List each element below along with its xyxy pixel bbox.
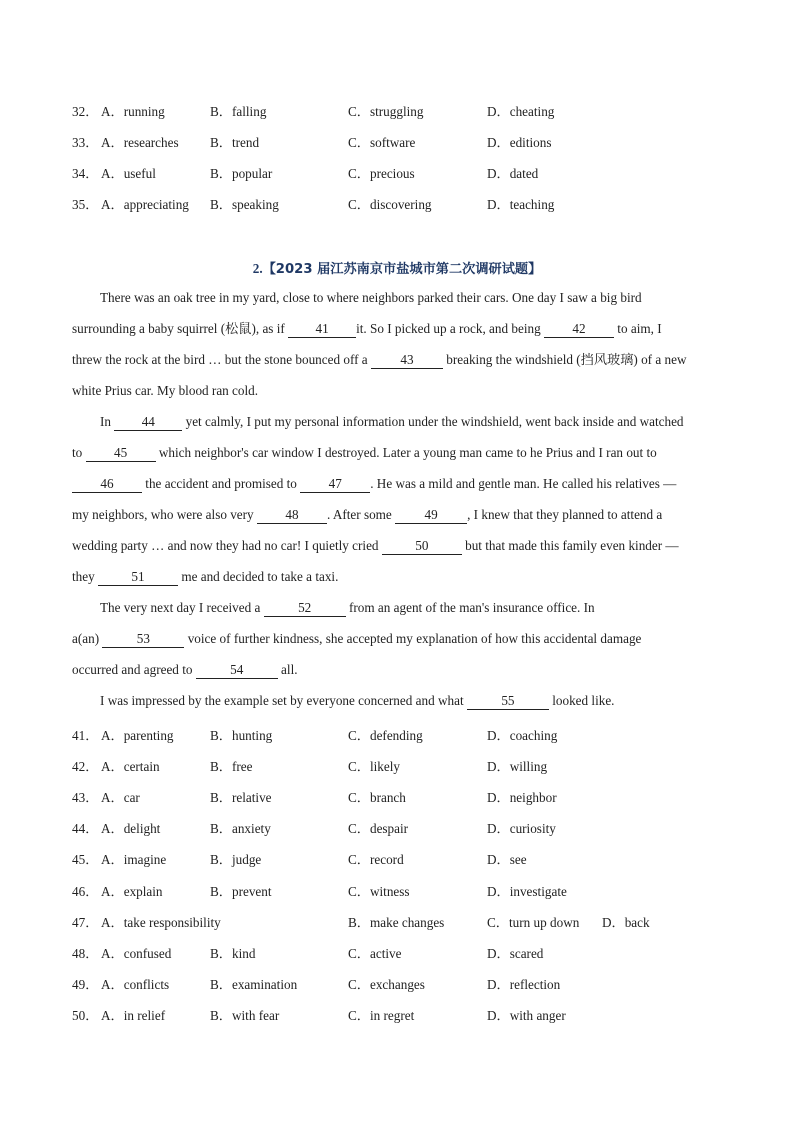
option-c: C．in regret bbox=[348, 1008, 415, 1023]
blank-44[interactable]: 44 bbox=[114, 414, 182, 431]
question-number: 41． bbox=[72, 728, 99, 743]
passage-text: they bbox=[72, 569, 99, 584]
passage-text: which neighbor's car window I destroyed. Later a young man came to he Prius and I ran out to bbox=[155, 445, 657, 460]
passage-line bbox=[72, 381, 258, 401]
blank-54[interactable]: 54 bbox=[196, 662, 278, 679]
passage-line bbox=[72, 660, 298, 680]
option-d: D．cheating bbox=[487, 104, 555, 119]
passage-text: but that made this family even kinder — bbox=[461, 538, 679, 553]
option-a: A．certain bbox=[101, 759, 160, 774]
option-c: C．likely bbox=[348, 759, 401, 774]
section-heading bbox=[0, 258, 794, 277]
passage-line bbox=[72, 505, 662, 525]
section-title: 【2023 届江苏南京市盐城市第二次调研试题】 bbox=[262, 262, 542, 277]
passage-text: looked like. bbox=[548, 693, 615, 708]
option-a: A．useful bbox=[101, 166, 156, 181]
option-b: B．relative bbox=[210, 790, 272, 805]
option-a: A．conflicts bbox=[101, 977, 170, 992]
option-a: A．take responsibility bbox=[101, 915, 221, 930]
passage-text: , I knew that they planned to attend a bbox=[467, 507, 663, 522]
section-number: 2. bbox=[252, 261, 263, 276]
option-d: D．with anger bbox=[487, 1008, 566, 1023]
passage-text: breaking the windshield (挡风玻璃) of a new bbox=[442, 352, 687, 367]
option-a: A．explain bbox=[101, 884, 163, 899]
option-d: D．investigate bbox=[487, 884, 567, 899]
question-number: 43． bbox=[72, 790, 99, 805]
passage-text: all. bbox=[277, 662, 298, 677]
blank-41[interactable]: 41 bbox=[288, 321, 356, 338]
option-d: D．dated bbox=[487, 166, 539, 181]
blank-53[interactable]: 53 bbox=[102, 631, 184, 648]
passage-text: it. So I picked up a rock, and being bbox=[356, 321, 544, 336]
option-c: C．software bbox=[348, 135, 416, 150]
passage-line bbox=[100, 598, 595, 618]
passage-text: . After some bbox=[326, 507, 396, 522]
option-b: B．anxiety bbox=[210, 821, 271, 836]
passage-line bbox=[72, 319, 662, 339]
passage-text: surrounding a baby squirrel (松鼠), as if bbox=[72, 321, 289, 336]
blank-49[interactable]: 49 bbox=[395, 507, 467, 524]
option-c: C．discovering bbox=[348, 197, 432, 212]
option-d: D．see bbox=[487, 852, 527, 867]
option-d: D．coaching bbox=[487, 728, 558, 743]
option-b: B．speaking bbox=[210, 197, 279, 212]
passage-text: In bbox=[100, 414, 115, 429]
passage-line bbox=[72, 474, 676, 494]
passage-line bbox=[72, 567, 338, 587]
blank-55[interactable]: 55 bbox=[467, 693, 549, 710]
question-number: 48． bbox=[72, 946, 99, 961]
passage-text: threw the rock at the bird … but the stone bounced off a bbox=[72, 352, 371, 367]
blank-45[interactable]: 45 bbox=[86, 445, 156, 462]
option-b: B．popular bbox=[210, 166, 273, 181]
passage-text: There was an oak tree in my yard, close to where neighbors parked their cars. One day I saw a big bird bbox=[100, 290, 642, 305]
option-b: B．judge bbox=[210, 852, 262, 867]
option-a: A．confused bbox=[101, 946, 172, 961]
passage-text: the accident and promised to bbox=[142, 476, 301, 491]
passage-text: a(an) bbox=[72, 631, 103, 646]
passage-text: my neighbors, who were also very bbox=[72, 507, 257, 522]
question-number: 34． bbox=[72, 166, 99, 181]
option-d: D．curiosity bbox=[487, 821, 556, 836]
option-d: D．editions bbox=[487, 135, 552, 150]
option-d: D．reflection bbox=[487, 977, 561, 992]
question-number: 49． bbox=[72, 977, 99, 992]
passage-text: to bbox=[72, 445, 86, 460]
passage-text: to aim, I bbox=[613, 321, 662, 336]
blank-50[interactable]: 50 bbox=[382, 538, 462, 555]
question-number: 44． bbox=[72, 821, 99, 836]
blank-47[interactable]: 47 bbox=[300, 476, 370, 493]
passage-line bbox=[72, 629, 641, 649]
question-number: 45． bbox=[72, 852, 99, 867]
option-d: D．willing bbox=[487, 759, 548, 774]
option-c: C．branch bbox=[348, 790, 406, 805]
option-c: C．precious bbox=[348, 166, 415, 181]
option-b: B．with fear bbox=[210, 1008, 280, 1023]
passage-text: wedding party … and now they had no car! I quietly cried bbox=[72, 538, 382, 553]
blank-48[interactable]: 48 bbox=[257, 507, 327, 524]
passage-text: I was impressed by the example set by everyone concerned and what bbox=[100, 693, 467, 708]
blank-43[interactable]: 43 bbox=[371, 352, 443, 369]
option-a: A．car bbox=[101, 790, 140, 805]
passage-line bbox=[72, 350, 687, 370]
option-a: A．running bbox=[101, 104, 165, 119]
option-b: B．kind bbox=[210, 946, 256, 961]
blank-51[interactable]: 51 bbox=[98, 569, 178, 586]
option-c: C．witness bbox=[348, 884, 410, 899]
option-b: B．trend bbox=[210, 135, 260, 150]
passage-text: . He was a mild and gentle man. He called his relatives — bbox=[370, 476, 677, 491]
option-a: A．appreciating bbox=[101, 197, 189, 212]
option-b: B．hunting bbox=[210, 728, 273, 743]
option-c: C．turn up down bbox=[487, 915, 580, 930]
passage-text: voice of further kindness, she accepted my explanation of how this accidental damage bbox=[184, 631, 642, 646]
option-a: A．delight bbox=[101, 821, 161, 836]
passage-line bbox=[100, 691, 614, 711]
option-d: D．neighbor bbox=[487, 790, 557, 805]
passage-text: occurred and agreed to bbox=[72, 662, 196, 677]
passage-text: The very next day I received a bbox=[100, 600, 264, 615]
blank-42[interactable]: 42 bbox=[544, 321, 614, 338]
blank-46[interactable]: 46 bbox=[72, 476, 142, 493]
option-b: B．examination bbox=[210, 977, 298, 992]
question-number: 32． bbox=[72, 104, 99, 119]
option-b: B．free bbox=[210, 759, 253, 774]
blank-52[interactable]: 52 bbox=[264, 600, 346, 617]
option-a: A．in relief bbox=[101, 1008, 166, 1023]
option-b: B．prevent bbox=[210, 884, 272, 899]
option-c: C．record bbox=[348, 852, 404, 867]
question-number: 50． bbox=[72, 1008, 99, 1023]
option-d: D．teaching bbox=[487, 197, 555, 212]
option-c: C．defending bbox=[348, 728, 423, 743]
question-number: 46． bbox=[72, 884, 99, 899]
option-b: B．make changes bbox=[348, 915, 445, 930]
passage-line bbox=[72, 536, 679, 556]
question-number: 33． bbox=[72, 135, 99, 150]
passage-text: white Prius car. My blood ran cold. bbox=[72, 383, 259, 398]
question-number: 35． bbox=[72, 197, 99, 212]
passage-text: yet calmly, I put my personal information under the windshield, went back inside and watched bbox=[182, 414, 684, 429]
option-c: C．active bbox=[348, 946, 402, 961]
passage-line bbox=[100, 412, 684, 432]
question-number: 42． bbox=[72, 759, 99, 774]
option-a: A．imagine bbox=[101, 852, 167, 867]
option-c: C．struggling bbox=[348, 104, 424, 119]
option-d: D．back bbox=[602, 915, 650, 930]
passage-line bbox=[72, 443, 657, 463]
option-a: A．parenting bbox=[101, 728, 174, 743]
question-number: 47． bbox=[72, 915, 99, 930]
passage-text: me and decided to take a taxi. bbox=[178, 569, 339, 584]
option-b: B．falling bbox=[210, 104, 267, 119]
passage-text: from an agent of the man's insurance office. In bbox=[345, 600, 595, 615]
option-d: D．scared bbox=[487, 946, 544, 961]
option-a: A．researches bbox=[101, 135, 179, 150]
option-c: C．despair bbox=[348, 821, 409, 836]
option-c: C．exchanges bbox=[348, 977, 425, 992]
passage-line bbox=[100, 288, 642, 308]
